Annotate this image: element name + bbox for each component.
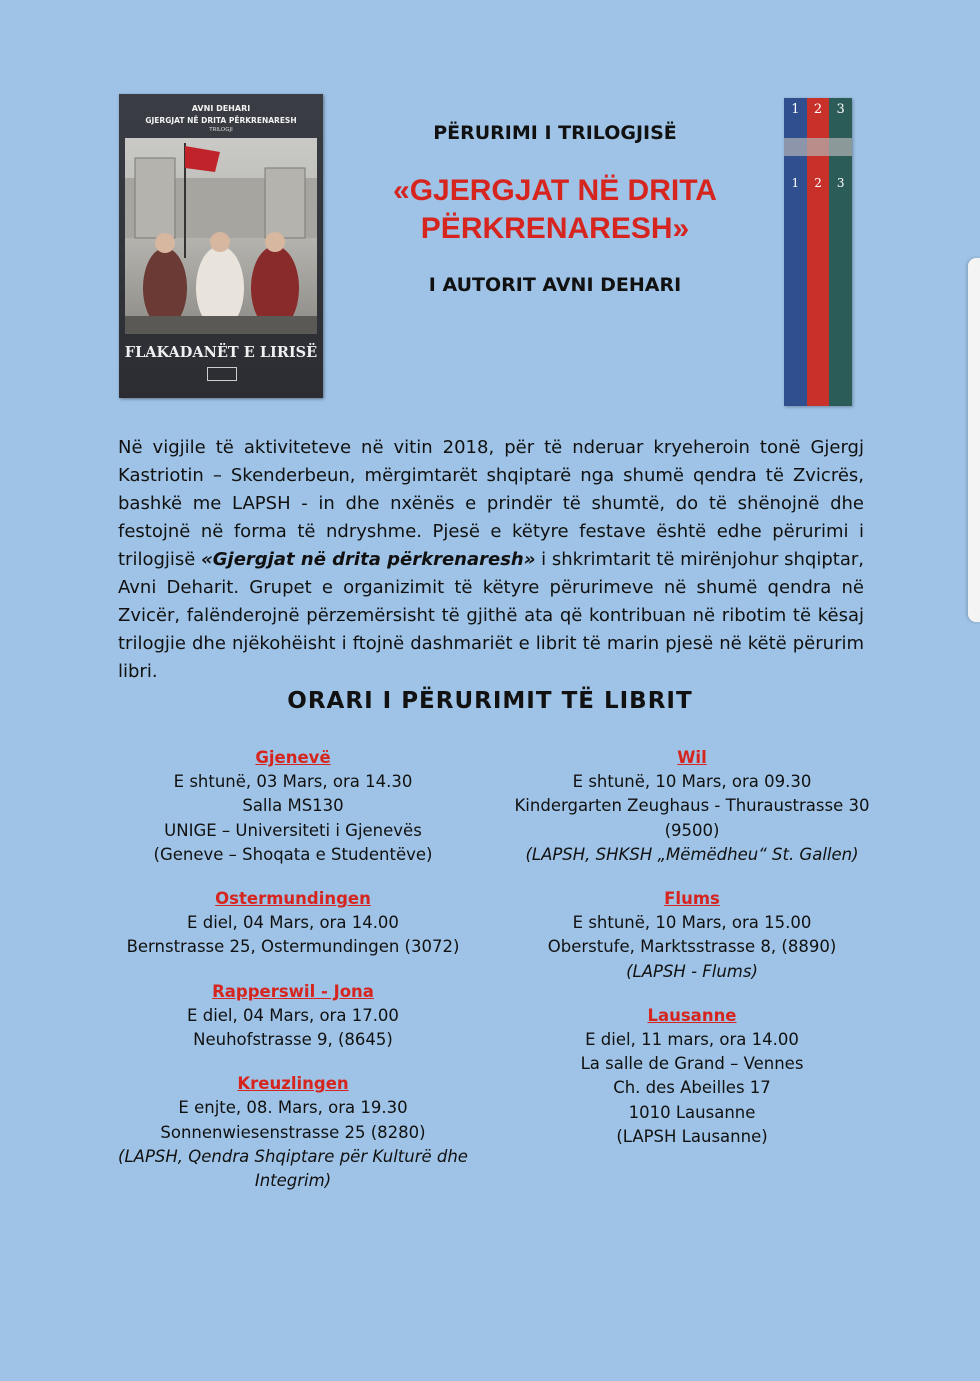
- event-line: Sonnenwiesenstrasse 25 (8280): [160, 1122, 426, 1142]
- event-line: E diel, 04 Mars, ora 17.00: [187, 1005, 399, 1025]
- intro-part1: Në vigjile të aktiviteteve në vitin 2018, për të nderuar kryeheroin tonë Gjergj Kastriotin – Skenderbeun, mërgimtarët shqiptarë nga shumë qendra të Zvicrës, bashkë me LAPSH - in dhe nxënës e prindër të shumtë, do të shënojnë dhe festojnë në forma të ndryshme. Pjesë e këtyre festave është edhe përurimi i trilogjisë: [118, 437, 864, 570]
- event-city: Rapperswil - Jona: [212, 981, 374, 1001]
- schedule-title: ORARI I PËRURIMIT TË LIBRIT: [287, 688, 693, 714]
- spine-2-band: [807, 138, 830, 156]
- heading-presentation: PËRURIMI I TRILOGJISË: [433, 122, 677, 144]
- event-line: Salla MS130: [242, 796, 344, 816]
- event-line: E shtunë, 10 Mars, ora 15.00: [572, 913, 812, 933]
- event-line: (LAPSH Lausanne): [616, 1126, 768, 1146]
- event-line: E diel, 11 mars, ora 14.00: [585, 1030, 799, 1050]
- cover-title: GJERGJAT NË DRITA PËRKRENARESH: [145, 116, 297, 125]
- cover-illustration: [125, 138, 317, 334]
- event-line: Kindergarten Zeughaus - Thuraustrasse 30: [514, 796, 870, 816]
- spine-3: [829, 98, 852, 406]
- cover-volume-title: FLAKADANËT E LIRISË: [124, 344, 318, 361]
- event-line: La salle de Grand – Vennes: [580, 1054, 804, 1074]
- book-cover-image: [119, 94, 323, 398]
- event-wil: [500, 746, 884, 867]
- cover-illustration-svg: [125, 138, 317, 334]
- publisher-logo: [207, 367, 237, 381]
- event-city: Gjenevë: [255, 748, 331, 767]
- cover-subtitle: TRILOGJI: [209, 127, 233, 133]
- spine-3-number: 3: [836, 102, 845, 117]
- event-line: Oberstufe, Marktsstrasse 8, (8890): [547, 937, 837, 957]
- event-rapperswil: [118, 980, 468, 1053]
- cover-author: AVNI DEHARI: [191, 104, 251, 113]
- event-city: Lausanne: [647, 1005, 737, 1025]
- schedule-left-column: [118, 746, 468, 1193]
- heading-book-title-line1: «GJERGJAT NË DRITA: [393, 174, 717, 207]
- event-lausanne: [500, 1004, 884, 1149]
- intro-book-title: «Gjergjat në drita përkrenaresh»: [201, 549, 536, 570]
- spine-2-number: 2: [813, 102, 823, 117]
- intro-paragraph: [118, 434, 864, 686]
- heading-book-title-line2: PËRKRENARESH»: [420, 212, 690, 245]
- event-city: Kreuzlingen: [237, 1074, 349, 1094]
- intro-part2: i shkrimtarit të mirënjohur shqiptar, Avni Deharit. Grupet e organizimit të këtyre përurimeve në shumë qendra në Zvicër, falënderojnë përzemërsisht të gjithë ata që kontribuan në ribotim të kësaj trilogjie dhe njëkohëisht i ftojnë dashmariët e librit të marin pjesë në këtë përurim libri.: [118, 549, 864, 682]
- event-line: E enjte, 08. Mars, ora 19.30: [178, 1098, 408, 1118]
- event-note: (LAPSH - Flums): [626, 961, 758, 981]
- event-note: (LAPSH, SHKSH „Mëmëdheu“ St. Gallen): [525, 844, 859, 864]
- heading-book-title: [330, 172, 780, 248]
- event-gjeneve: [118, 746, 468, 867]
- spine-1-number: 1: [791, 102, 800, 117]
- trilogy-spines-image: [784, 98, 852, 406]
- event-note: (LAPSH, Qendra Shqiptare për Kulturë dhe Integrim): [118, 1146, 468, 1191]
- spine-3-band: [829, 138, 852, 156]
- spine-1-number-lower: 1: [791, 176, 800, 190]
- event-line: 1010 Lausanne: [628, 1102, 756, 1122]
- spine-2-number-lower: 2: [814, 176, 822, 190]
- schedule-right-column: [500, 746, 884, 1149]
- event-line: UNIGE – Universiteti i Gjenevës: [164, 820, 422, 840]
- spine-2: [807, 98, 830, 406]
- spine-1-band: [784, 138, 807, 156]
- edge-scroll-handle[interactable]: [968, 258, 980, 622]
- event-flums: [500, 887, 884, 984]
- event-line: E shtunë, 10 Mars, ora 09.30: [572, 772, 812, 792]
- event-line: (9500): [664, 820, 720, 840]
- event-line: Neuhofstrasse 9, (8645): [193, 1030, 393, 1050]
- spine-3-number-lower: 3: [836, 176, 845, 190]
- event-line: Bernstrasse 25, Ostermundingen (3072): [126, 937, 460, 957]
- heading-author: I AUTORIT AVNI DEHARI: [428, 274, 682, 296]
- event-city: Flums: [664, 889, 720, 909]
- event-line: (Geneve – Shoqata e Studentëve): [153, 844, 433, 864]
- event-line: E shtunë, 03 Mars, ora 14.30: [173, 772, 413, 792]
- event-city: Ostermundingen: [215, 889, 371, 909]
- event-ostermundingen: [118, 887, 468, 960]
- event-city: Wil: [677, 748, 707, 767]
- event-kreuzlingen: [118, 1072, 468, 1193]
- spine-1: [784, 98, 807, 406]
- event-line: E diel, 04 Mars, ora 14.00: [187, 913, 399, 933]
- event-line: Ch. des Abeilles 17: [613, 1078, 771, 1098]
